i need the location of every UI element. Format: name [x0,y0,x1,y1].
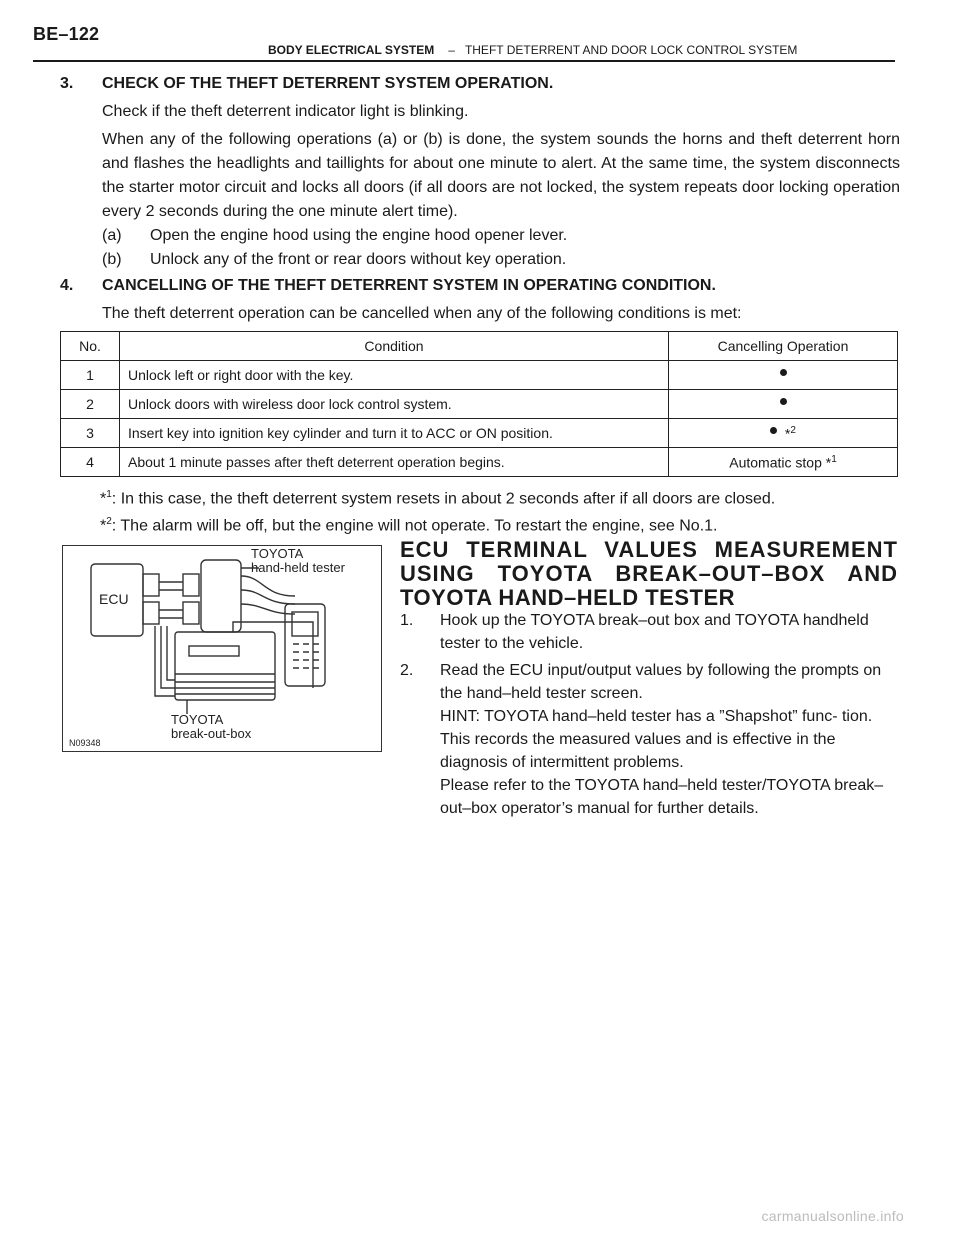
row-condition: Unlock left or right door with the key. [120,361,669,390]
table-row [61,390,898,419]
row-operation [669,448,898,477]
step-3-number: 3. [60,75,74,92]
note-2-text: : The alarm will be off, but the engine will not operate. To restart the engine, see No.1. [111,517,718,535]
tester-screen [292,612,318,636]
row-op-mark: * [784,425,791,442]
ecu-label: ECU [99,591,129,607]
box-label-1: TOYOTA [171,712,224,727]
step-4-heading: CANCELLING OF THE THEFT DETERRENT SYSTEM IN OPERATING CONDITION. [102,277,716,294]
hand-held-tester [285,604,325,686]
table-row [61,361,898,390]
item-2-number: 2. [400,662,414,679]
wires-to-box [155,626,175,696]
connector-d [183,602,199,624]
connector-a [143,574,159,596]
connection-diagram [63,546,381,751]
note-1-mark: * [100,490,107,508]
box-label-2: break-out-box [171,726,252,741]
item-b-label: (b) [102,251,122,268]
bullet-dot-icon [780,369,787,376]
bullet-dot-icon [770,427,777,434]
list-item [400,659,898,820]
row-op-sup: 2 [790,424,796,436]
ecu-heading-line-1: ECU TERMINAL VALUES MEASUREMENT [400,537,898,562]
step-4 [60,274,900,326]
row-condition: Unlock doors with wireless door lock control system. [120,390,669,419]
row-operation [669,361,898,390]
table-header-row [61,332,898,361]
connector-c [183,574,199,596]
header-dash: – [448,43,455,57]
item-1-text: Hook up the TOYOTA break–out box and TOYOTA handheld tester to the vehicle. [440,612,869,652]
ecu-heading-line-2: USING TOYOTA BREAK–OUT–BOX AND [400,561,898,586]
row-condition: Insert key into ignition key cylinder and turn it to ACC or ON position. [120,419,669,448]
row-no: 2 [61,390,120,419]
ecu-heading-line-3: TOYOTA HAND–HELD TESTER [400,585,736,610]
note-1-text: : In this case, the theft deterrent system resets in about 2 seconds after if all doors are closed. [111,490,776,508]
note-2-sup: 2 [106,516,112,528]
step-4-number: 4. [60,277,74,294]
item-b-text: Unlock any of the front or rear doors without key operation. [150,251,567,268]
note-2-mark: * [100,517,107,535]
box-display [189,646,239,656]
tester-label-2: hand-held tester [251,560,345,575]
step-3-item-a [102,224,900,248]
step-4-title [60,274,900,298]
tester-keys [293,644,319,668]
running-header [268,43,797,57]
tester-label-1: TOYOTA [251,546,304,561]
note-1-sup: 1 [106,489,112,500]
step-3-title [60,72,900,96]
connector-b [143,602,159,624]
subsection-title: THEFT DETERRENT AND DOOR LOCK CONTROL SYSTEM [464,43,798,57]
header-condition: Condition [120,332,669,361]
row-operation [669,390,898,419]
table-notes [100,483,880,538]
tester-connection-figure [62,545,382,752]
item-1-number: 1. [400,612,414,629]
watermark: carmanualsonline.info [761,1208,904,1224]
step-3 [60,72,900,272]
header-no: No. [61,332,120,361]
header-operation: Cancelling Operation [669,332,898,361]
ecu-section-heading [400,538,898,610]
note-2 [100,510,880,537]
ecu-procedure-list [400,609,898,824]
row-no: 4 [61,448,120,477]
list-item [400,609,898,655]
item-2-refer: Please refer to the TOYOTA hand–held tester/TOYOTA break–out–box operator’s manual for further details. [440,777,884,817]
step-3-item-b [102,248,900,272]
step-3-heading: CHECK OF THE THEFT DETERRENT SYSTEM OPERATION. [102,75,554,92]
sub-harness-box [201,560,241,632]
row-op-sup: 1 [831,453,837,465]
table-row [61,419,898,448]
step-4-p1: The theft deterrent operation can be cancelled when any of the following conditions is met: [102,305,742,322]
row-no: 1 [61,361,120,390]
box-ribs [175,674,275,694]
item-2-text: Read the ECU input/output values by following the prompts on the hand–held tester screen. [440,662,882,702]
row-op-text: Automatic stop * [729,454,832,471]
header-rule [33,60,895,62]
row-no: 3 [61,419,120,448]
note-1 [100,483,880,510]
section-title: BODY ELECTRICAL SYSTEM [268,43,435,57]
row-condition: About 1 minute passes after theft deterrent operation begins. [120,448,669,477]
table-row [61,448,898,477]
item-a-text: Open the engine hood using the engine hood opener lever. [150,227,568,244]
step-3-p2: When any of the following operations (a) or (b) is done, the system sounds the horns and theft deterrent horn and flashes the headlights and taillights for about one minute to alert. At the same time, the system disconnects the starter motor circuit and locks all doors (if all doors are not locked, the system repeats door locking operation every 2 seconds during the one minute alert time). [102,131,900,220]
cable-to-tester [241,576,295,614]
item-2-hint: HINT: TOYOTA hand–held tester has a ”Shapshot” func- tion. This records the measured values and is effective in the diagnosis of intermittent problems. [440,708,873,771]
cancel-conditions-table [60,331,898,477]
harness-wires [159,582,183,618]
step-3-p1: Check if the theft deterrent indicator light is blinking. [102,103,469,120]
figure-code: N09348 [69,738,101,748]
break-out-box [175,632,275,700]
item-a-label: (a) [102,227,122,244]
bullet-dot-icon [780,398,787,405]
page-code: BE–122 [33,24,100,44]
row-operation [669,419,898,448]
